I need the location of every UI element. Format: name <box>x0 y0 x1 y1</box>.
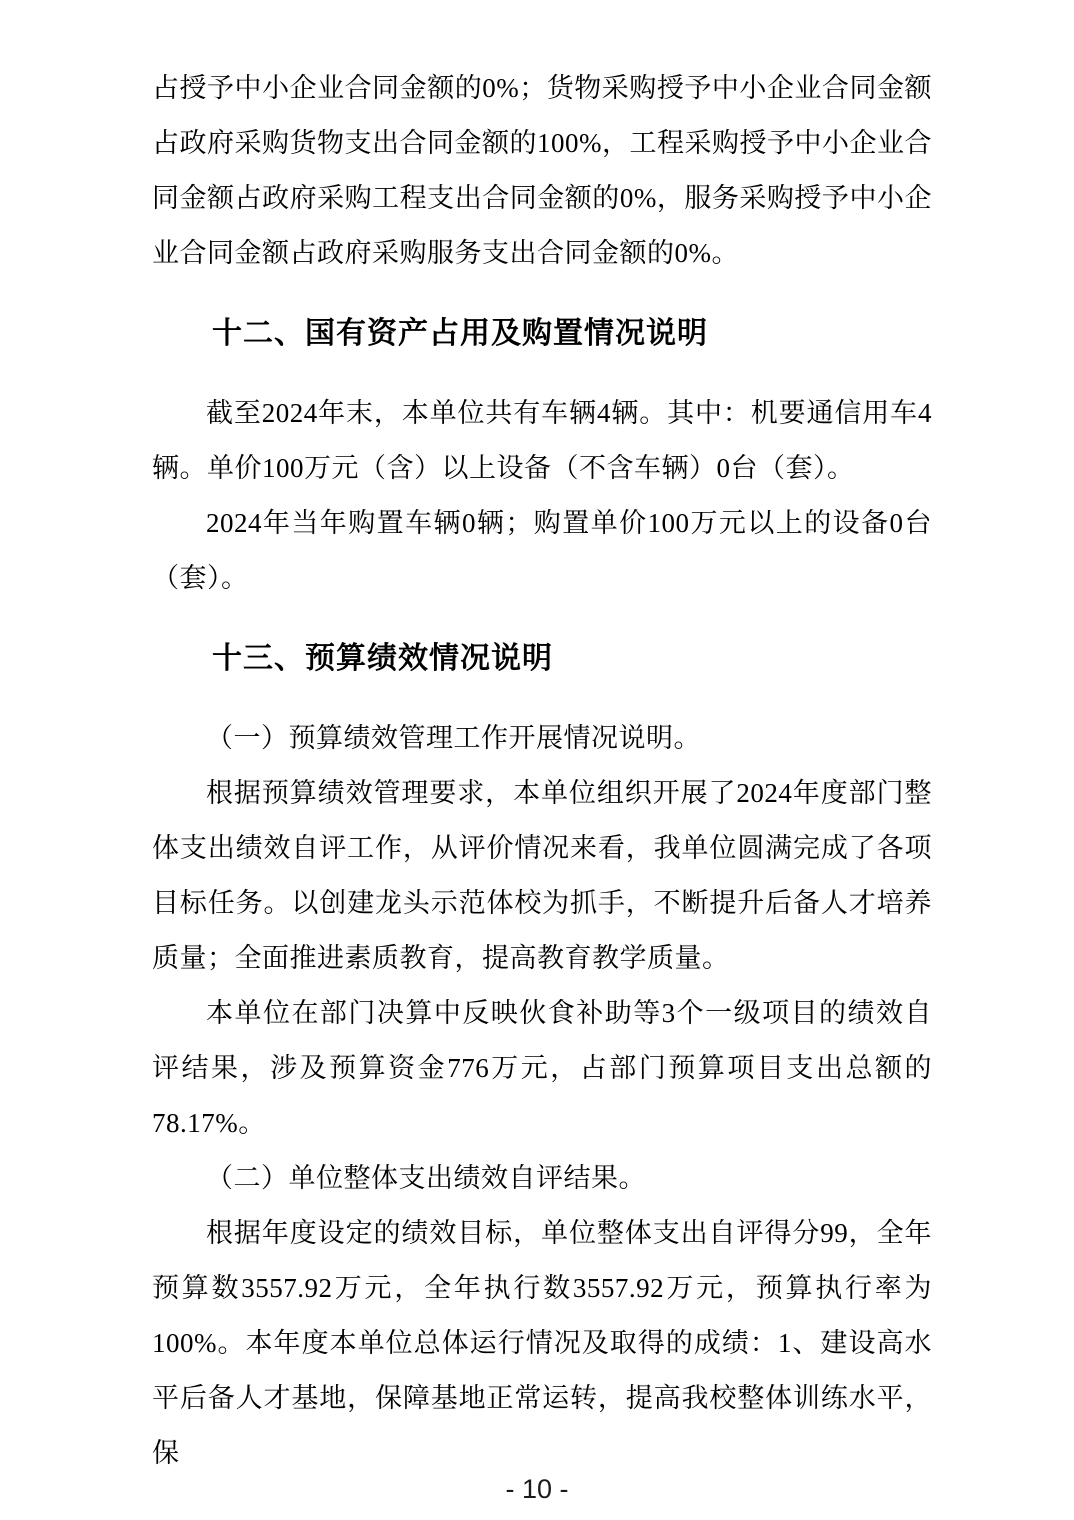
body-paragraph: 占授予中小企业合同金额的0%；货物采购授予中小企业合同金额占政府采购货物支出合同金额的100%，工程采购授予中小企业合同金额占政府采购工程支出合同金额的0%，服务采购授予中小企业合同金额占政府采购服务支出合同金额的0%。 <box>152 73 932 268</box>
section-heading: 十二、国有资产占用及购置情况说明 <box>212 317 708 350</box>
page-number: - 10 - <box>505 1474 569 1504</box>
sub-heading: （一）预算绩效管理工作开展情况说明。 <box>206 723 701 753</box>
sub-heading: （二）单位整体支出绩效自评结果。 <box>206 1163 646 1193</box>
body-paragraph: 本单位在部门决算中反映伙食补助等3个一级项目的绩效自评结果，涉及预算资金776万元，占部门预算项目支出总额的78.17%。 <box>152 998 932 1138</box>
body-paragraph: 截至2024年末，本单位共有车辆4辆。其中：机要通信用车4辆。单价100万元（含）以上设备（不含车辆）0台（套）。 <box>152 398 932 483</box>
section-heading: 十三、预算绩效情况说明 <box>212 642 553 675</box>
body-paragraph: 根据预算绩效管理要求，本单位组织开展了2024年度部门整体支出绩效自评工作，从评价情况来看，我单位圆满完成了各项目标任务。以创建龙头示范体校为抓手，不断提升后备人才培养质量；全面推进素质教育，提高教育教学质量。 <box>152 778 932 973</box>
document-content <box>152 61 932 1481</box>
body-paragraph: 2024年当年购置车辆0辆；购置单价100万元以上的设备0台（套）。 <box>152 508 932 593</box>
body-paragraph: 根据年度设定的绩效目标，单位整体支出自评得分99，全年预算数3557.92万元，全年执行数3557.92万元，预算执行率为100%。本年度本单位总体运行情况及取得的成绩：1、建设高水平后备人才基地，保障基地正常运转，提高我校整体训练水平，保 <box>152 1218 932 1468</box>
